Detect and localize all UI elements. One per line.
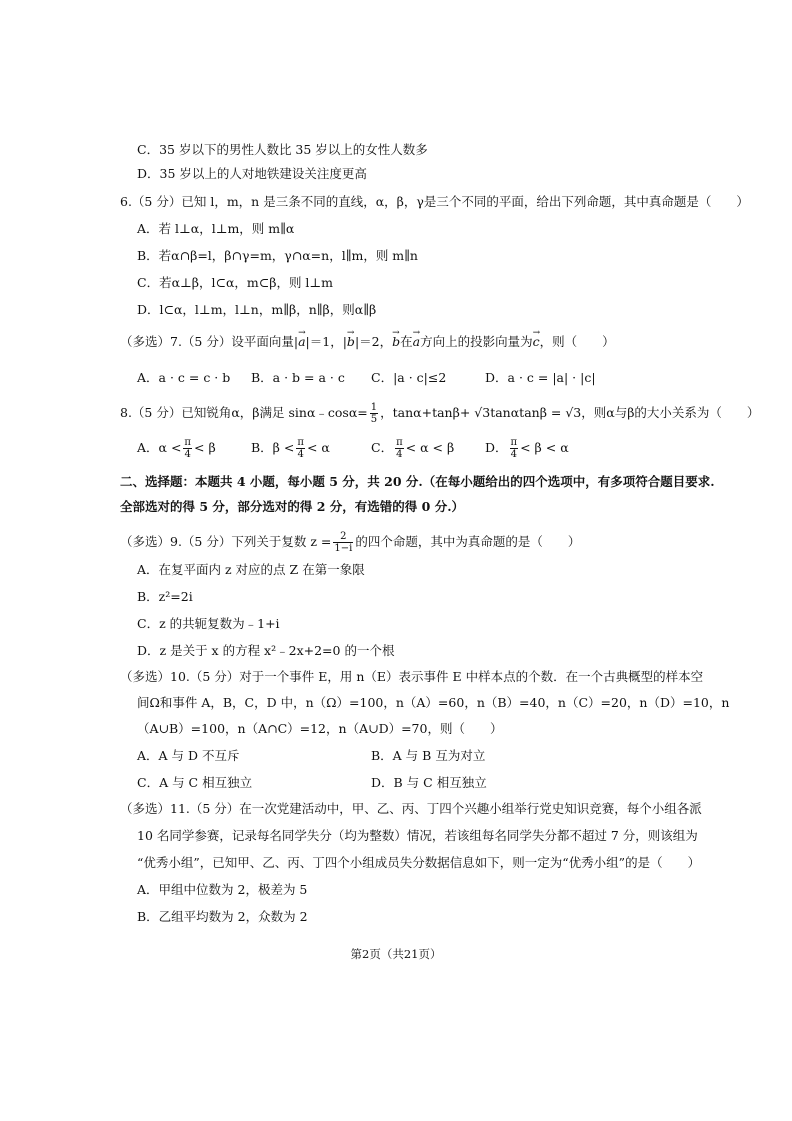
q9-text-2: 的四个命题，其中为真命题的是（ ）: [355, 534, 581, 549]
question-10-cont-2: （A∪B）=100，n（A∩C）=12，n（A∪D）=70，则（ ）: [137, 721, 503, 736]
opt-8a-text-1: A．α <: [137, 440, 182, 455]
line-5d: D．35 岁以上的人对地铁建设关注度更高: [137, 166, 367, 181]
q7-text-6: ，则（ ）: [539, 334, 615, 349]
option-10a: A．A 与 D 不互斥: [137, 748, 240, 763]
page-footer: 第2页（共21页）: [350, 947, 442, 961]
option-11a: A．甲组中位数为 2，极差为 5: [137, 882, 308, 897]
question-11-cont-2: “优秀小组”，已知甲、乙、丙、丁四个小组成员失分数据信息如下，则一定为“优秀小组”的是（ ）: [137, 855, 701, 870]
q8-text-1: 8.（5 分）已知锐角α，β满足 sinα﹣cosα=: [120, 405, 368, 420]
q7-text-4: 在: [400, 334, 413, 349]
opt-8b-text-2: < α: [306, 440, 330, 455]
question-10: （多选）10.（5 分）对于一个事件 E，用 n（E）表示事件 E 中样本点的个数．在一个古典概型的样本空: [120, 669, 704, 684]
fraction-numerator: π: [510, 437, 518, 448]
option-7a: A．a · c = c · b: [137, 370, 231, 385]
question-11-cont-1: 10 名同学参赛，记录每名同学失分（均为整数）情况，若该组每名同学失分都不超过 7 分，则该组为: [137, 828, 698, 843]
option-10d: D．B 与 C 相互独立: [371, 775, 487, 790]
opt-8d-text-1: D．: [485, 440, 508, 455]
opt-8d-text-2: < β < α: [520, 440, 569, 455]
option-8d: [485, 437, 569, 460]
option-7c: C．|a · c|≤2: [371, 370, 447, 385]
q7-text-1: （多选）7.（5 分）设平面向量|: [120, 334, 299, 349]
vector-a: → a: [298, 334, 305, 350]
fraction-numerator: 1: [370, 402, 378, 413]
fraction-denominator: 4: [184, 449, 191, 460]
option-7b: B．a · b = a · c: [251, 370, 345, 385]
opt-8b-text-1: B．β <: [251, 440, 295, 455]
line-5c: C．35 岁以下的男性人数比 35 岁以上的女性人数多: [137, 142, 428, 157]
option-7d: D．a · c = |a| · |c|: [485, 370, 596, 385]
section-heading-2-cont: 全部选对的得 5 分，部分选对的得 2 分，有选错的得 0 分.）: [120, 499, 465, 514]
option-8a: [137, 437, 216, 460]
fraction-pi-four: [510, 437, 519, 460]
vector-a: → a: [413, 334, 420, 350]
question-6: 6.（5 分）已知 l，m，n 是三条不同的直线，α，β，γ是三个不同的平面，给出下列命题，其中真命题是（ ）: [120, 194, 749, 209]
fraction-numerator: π: [184, 437, 191, 448]
opt-8a-text-2: < β: [194, 440, 216, 455]
option-9d: D．z 是关于 x 的方程 x²﹣2x+2=0 的一个根: [137, 643, 395, 658]
option-6b: B．若α∩β=l，β∩γ=m，γ∩α=n，l∥m，则 m∥n: [137, 248, 418, 263]
fraction-one-fifth: [370, 402, 378, 425]
option-9a: A．在复平面内 z 对应的点 Z 在第一象限: [137, 562, 365, 577]
question-7: [120, 334, 615, 350]
question-10-cont-1: 间Ω和事件 A，B，C，D 中，n（Ω）=100，n（A）=60，n（B）=40，n（C）=20，n（D）=10，n: [137, 695, 730, 710]
fraction-denominator: 4: [510, 449, 517, 460]
fraction-numerator: π: [297, 437, 304, 448]
option-8c: [371, 437, 454, 460]
fraction-denominator: 4: [396, 449, 403, 460]
option-6d: D．l⊂α，l⊥m，l⊥n，m∥β，n∥β，则α∥β: [137, 302, 377, 317]
q7-text-5: 方向上的投影向量为: [420, 334, 533, 349]
option-6c: C．若α⊥β，l⊂α，m⊂β，则 l⊥m: [137, 275, 334, 290]
q9-text-1: （多选）9.（5 分）下列关于复数 z =: [120, 534, 332, 549]
fraction-denominator: 5: [370, 414, 378, 425]
option-11b: B．乙组平均数为 2，众数为 2: [137, 909, 308, 924]
fraction-pi-four: [296, 437, 305, 460]
fraction-z: [333, 531, 353, 554]
fraction-numerator: π: [396, 437, 403, 448]
option-9b: B．z²=2i: [137, 589, 193, 604]
question-9: [120, 531, 580, 554]
option-10c: C．A 与 C 相互独立: [137, 775, 253, 790]
fraction-denominator: 4: [297, 449, 304, 460]
section-heading-2: 二、选择题：本题共 4 小题，每小题 5 分，共 20 分.（在每小题给出的四个选项中，有多项符合题目要求.: [120, 474, 715, 489]
vector-c: → c: [533, 334, 540, 350]
question-8: [120, 402, 759, 425]
q7-text-2: |＝1，|: [305, 334, 347, 349]
vector-b: → b: [347, 334, 355, 350]
q7-text-3: |＝2，: [354, 334, 393, 349]
fraction-pi-four: [395, 437, 404, 460]
option-6a: A．若 l⊥α，l⊥m，则 m∥α: [137, 221, 295, 236]
fraction-pi-four: [183, 437, 192, 460]
fraction-numerator: 2: [333, 531, 353, 543]
option-10b: B．A 与 B 互为对立: [371, 748, 486, 763]
opt-8c-text-1: C．: [371, 440, 394, 455]
question-11: （多选）11.（5 分）在一次党建活动中，甲、乙、丙、丁四个兴趣小组举行党史知识竞赛，每个小组各派: [120, 801, 702, 816]
q8-text-2: ，tanα+tanβ+ √3tanαtanβ = √3，则α与β的大小关系为（ ）: [380, 405, 760, 420]
vector-b: → b: [392, 334, 400, 350]
fraction-denominator: 1−i: [334, 543, 353, 554]
option-8b: [251, 437, 330, 460]
option-9c: C．z 的共轭复数为﹣1+i: [137, 616, 280, 631]
opt-8c-text-2: < α < β: [405, 440, 455, 455]
